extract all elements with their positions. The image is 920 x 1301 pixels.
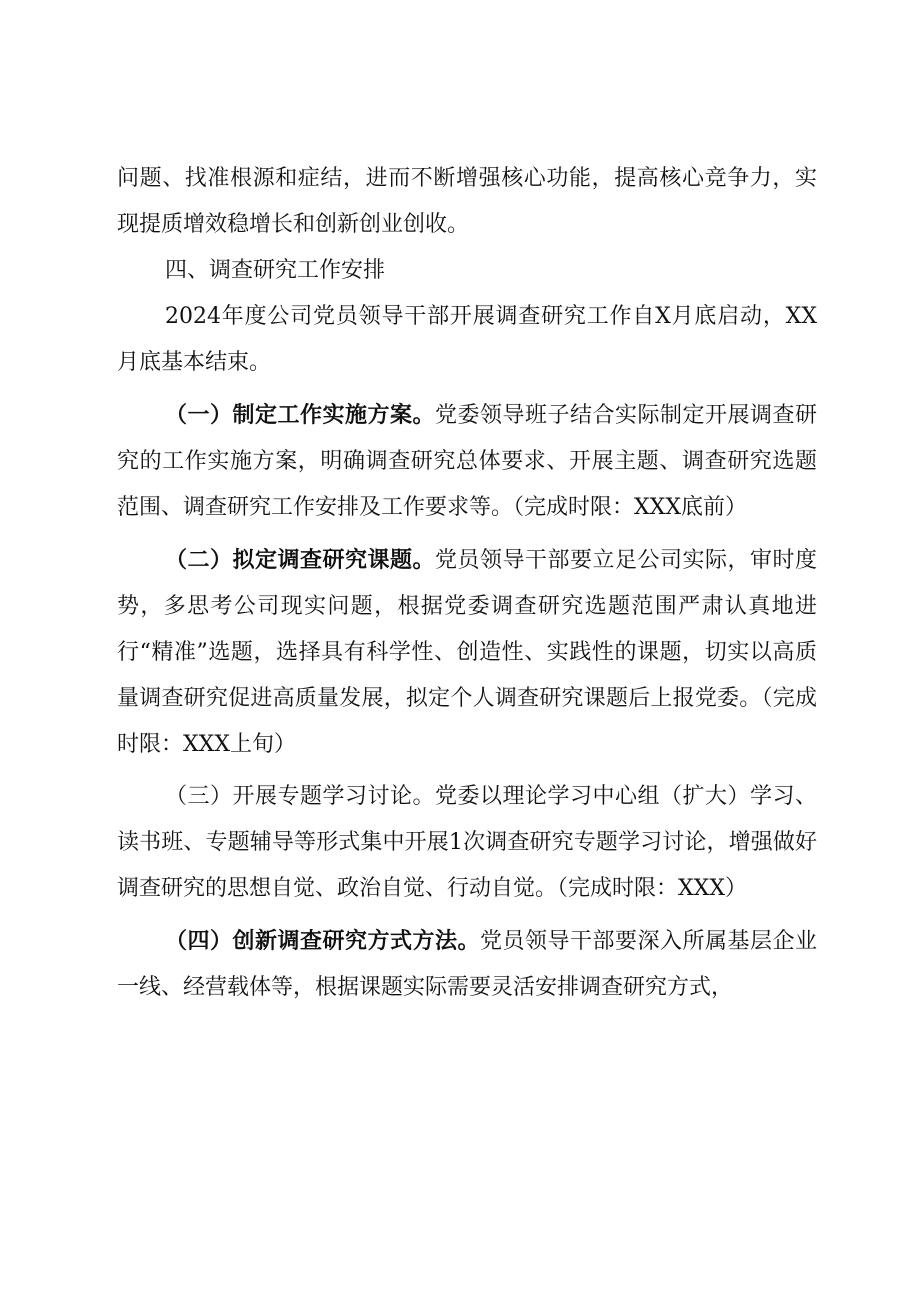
- schedule-paragraph: 2024年度公司党员领导干部开展调查研究工作自X月底启动，XX月底基本结束。: [117, 304, 817, 375]
- item-2-title: （二）拟定调查研究课题。: [165, 547, 435, 573]
- item-2-body: 党员领导干部要立足公司实际，审时度势，多思考公司现实问题，根据党委调查研究选题范围严肃认真地进行“精准”选题，选择具有科学性、创造性、实践性的课题，切实以高质量调查研究促进高质量发展，拟定个人调查研究课题后上报党委。（完成时限：XXX上旬）: [117, 548, 817, 757]
- item-4-title: （四）创新调查研究方式方法。: [165, 928, 480, 954]
- item-2-paragraph: [117, 537, 817, 768]
- section-heading: 四、调查研究工作安排: [165, 258, 386, 283]
- item-3-body: 党委以理论学习中心组（扩大）学习、读书班、专题辅导等形式集中开展1次调查研究专题学习讨论，增强做好调查研究的思想自觉、政治自觉、行动自觉。（完成时限：XXX）: [117, 784, 817, 901]
- item-4-body: 党员领导干部要深入所属基层企业一线、经营载体等，根据课题实际需要灵活安排调查研究方式，: [117, 929, 817, 1000]
- intro-paragraph: 问题、找准根源和症结，进而不断增强核心功能，提高核心竞争力，实现提质增效稳增长和创新创业创收。: [117, 166, 817, 237]
- item-4-paragraph: [117, 918, 817, 1011]
- document-body: [117, 156, 817, 1011]
- item-1-title: （一）制定工作实施方案。: [165, 402, 435, 428]
- item-3-title: （三）开展专题学习讨论。: [165, 784, 435, 809]
- item-1-body: 党委领导班子结合实际制定开展调查研究的工作实施方案，明确调查研究总体要求、开展主题、调查研究选题范围、调查研究工作安排及工作要求等。（完成时限：XXX底前）: [117, 403, 817, 520]
- item-1-paragraph: [117, 392, 817, 531]
- item-3-paragraph: [117, 774, 817, 912]
